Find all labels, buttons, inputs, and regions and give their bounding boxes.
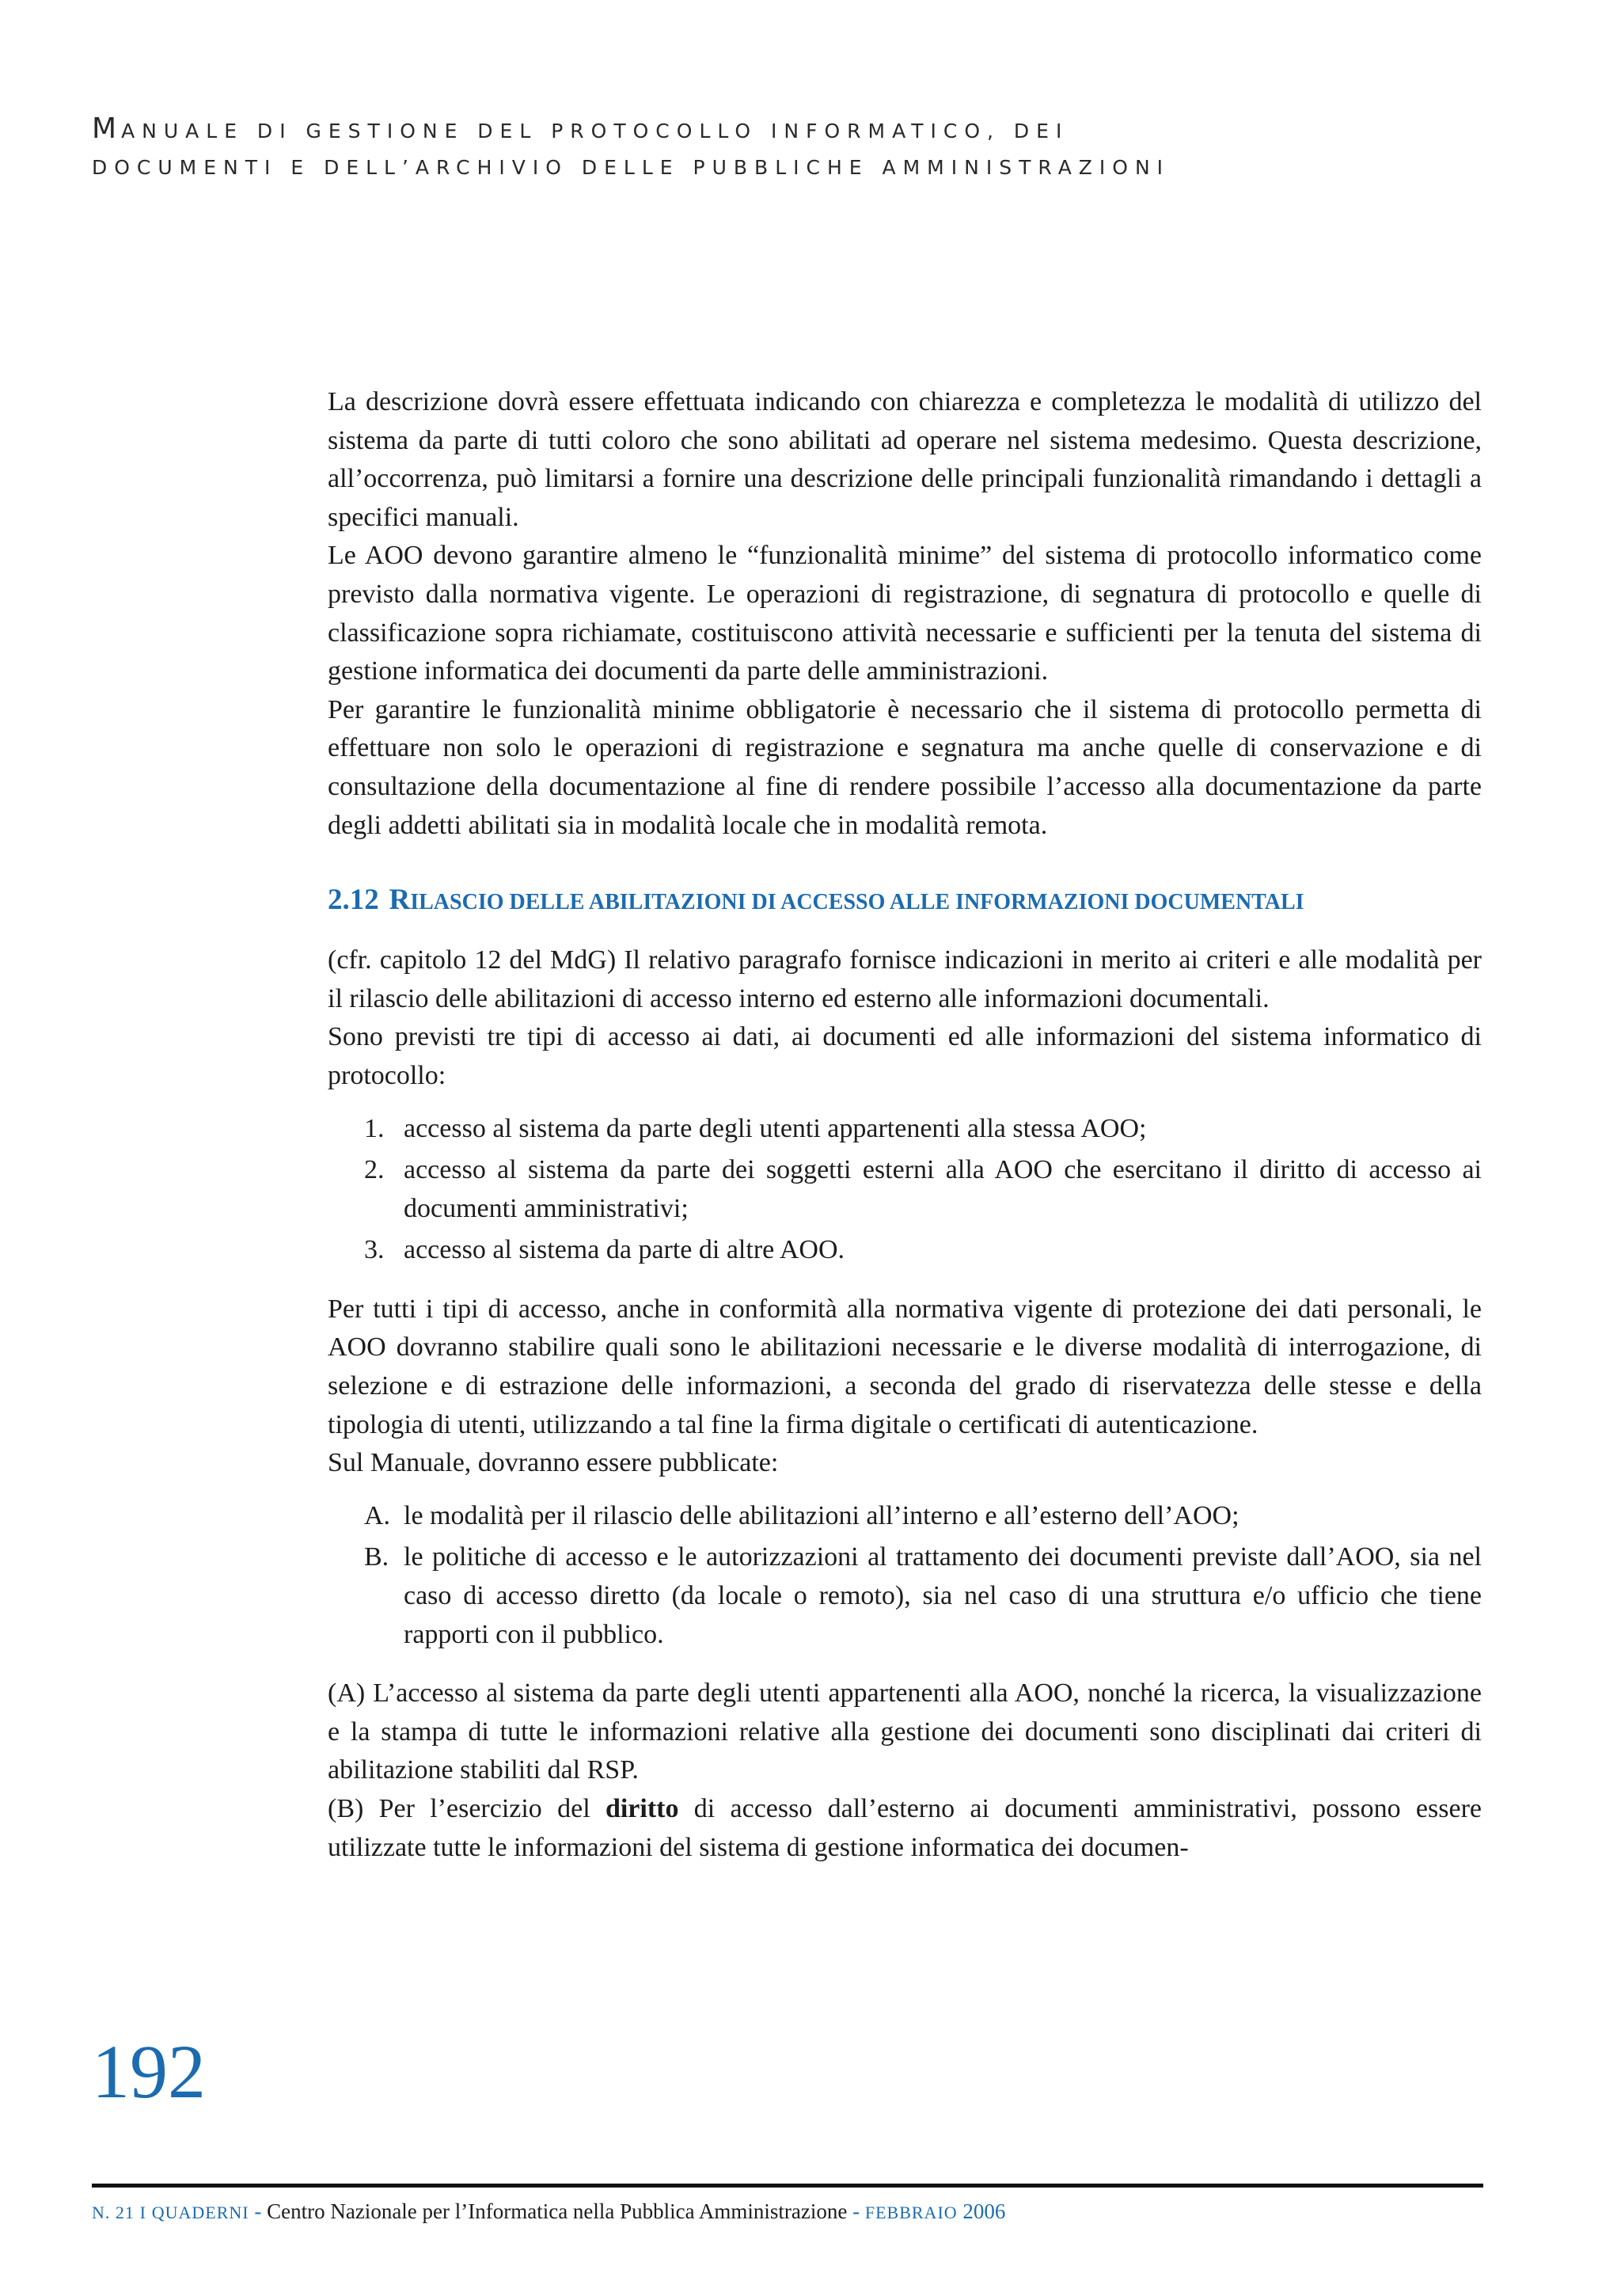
list-item-text: le politiche di accesso e le autorizzazioni al trattamento dei documenti previste dall’AOO, sia nel caso di accesso diretto (da locale o remoto), sia nel caso di una struttura e/o ufficio che tiene rapporti con il pubblico. [404,1542,1482,1649]
intro-paragraph-2: Le AOO devono garantire almeno le “funzionalità minime” del sistema di protocollo informatico come previsto dalla normativa vigente. Le operazioni di registrazione, di segnatura di protocollo e quelle di classificazione sopra richiamate, costituiscono attività necessarie e sufficienti per la tenuta del sistema di gestione informatica dei documenti da parte delle amministrazioni. [328,541,1482,686]
lettered-list-wrap [328,1483,1482,1662]
list-item [328,1110,1482,1149]
list-item-text: accesso al sistema da parte dei soggetti esterni alla AOO che esercitano il diritto di accesso ai documenti amministrativi; [404,1155,1482,1223]
running-header-line-2: DOCUMENTI E DELL’ARCHIVIO DELLE PUBBLICHE AMMINISTRAZIONI [92,156,1171,179]
footer-dash-2: - [847,2199,865,2223]
list-item [328,1231,1482,1270]
body-paragraph-3: Per tutti i tipi di accesso, anche in conformità alla normativa vigente di protezione dei dati personali, le AOO dovranno stabilire quali sono le abilitazioni necessarie e le diverse modalità di interrogazione, di selezione e di estrazione delle informazioni, a seconda del grado di riservatezza delle stesse e della tipologia di utenti, utilizzando a tal fine la firma digitale o certificati di autenticazione. [328,1294,1482,1439]
section-heading [328,867,1482,926]
footer-month: FEBBRAIO [864,2203,958,2222]
numbered-list [328,1110,1482,1270]
list-marker: A. [364,1500,391,1530]
body-paragraph-6-start: (B) Per l’esercizio del [328,1794,606,1823]
page-number: 192 [92,2029,206,2114]
footer-year: 2006 [962,2199,1006,2223]
body-paragraph-2: Sono previsti tre tipi di accesso ai dati, ai documenti ed alle informazioni del sistema informatico di protocollo: [328,1022,1482,1090]
body-paragraph-5: (A) L’accesso al sistema da parte degli utenti appartenenti alla AOO, nonché la ricerca, la visualizzazione e la stampa di tutte le informazioni relative alla gestione dei documenti sono disciplinati dai criteri di abilitazione stabiliti dal RSP. [328,1678,1482,1785]
section-title-initial: R [389,884,411,917]
footer-dash-1: - [249,2199,268,2223]
footer-issue: N. 21 [92,2203,135,2222]
list-marker: 2. [364,1155,385,1185]
intro-paragraph-1: La descrizione dovrà essere effettuata indicando con chiarezza e completezza le modalità di utilizzo del sistema da parte di tutti coloro che sono abilitati ad operare nel sistema medesimo. Questa descrizione, all’occorrenza, può limitarsi a fornire una descrizione delle principali funzionalità rimandando i dettagli a specifici manuali. [328,387,1482,532]
footer-publisher: Centro Nazionale per l’Informatica nella Pubblica Amministrazione [267,2199,848,2223]
list-item-text: le modalità per il rilascio delle abilitazioni all’interno e all’esterno dell’AOO; [404,1500,1239,1530]
footer-separator: I [139,2203,146,2222]
main-text-column [328,383,1482,1867]
lettered-list [328,1497,1482,1654]
emphasis-diritto: diritto [605,1794,679,1823]
body-paragraph-6-end: di accesso dall’esterno ai documenti amministrativi, possono essere utilizzate tutte le informazioni del sistema di gestione informatica dei documen- [328,1794,1482,1862]
running-header [92,111,1485,186]
spacer [328,1278,1482,1291]
list-item-text: accesso al sistema da parte di altre AOO. [404,1235,845,1265]
body-paragraph-6 [328,1790,1482,1867]
list-item-text: accesso al sistema da parte degli utenti appartenenti alla stessa AOO; [404,1113,1147,1143]
list-marker: 3. [364,1235,385,1265]
footer-divider [92,2184,1483,2188]
footer-series: QUADERNI [151,2203,249,2222]
running-header-line-1 [92,111,1485,150]
section-number: 2.12 [328,884,379,917]
list-item [328,1497,1482,1536]
running-header-line-1-text: ANUALE DI GESTIONE DEL PROTOCOLLO INFORMATICO, DEI [121,120,1069,143]
spacer [328,845,1482,867]
list-marker: 1. [364,1113,385,1143]
intro-paragraph-3: Per garantire le funzionalità minime obbligatorie è necessario che il sistema di protocollo permetta di effettuare non solo le operazioni di registrazione e segnatura ma anche quelle di conservazione e di consultazione della documentazione al fine di rendere possibile l’accesso alla documentazione da parte degli addetti abilitati sia in modalità locale che in modalità remota. [328,694,1482,840]
running-header-initial: M [92,112,122,145]
spacer [328,1662,1482,1674]
section-title: ILASCIO DELLE ABILITAZIONI DI ACCESSO ALLE INFORMAZIONI DOCUMENTALI [410,890,1304,915]
spacer [328,926,1482,941]
list-item [328,1151,1482,1228]
body-paragraph-1: (cfr. capitolo 12 del MdG) Il relativo paragrafo fornisce indicazioni in merito ai criteri e alle modalità per il rilascio delle abilitazioni di accesso interno ed esterno alle informazioni documentali. [328,945,1482,1013]
list-item [328,1538,1482,1654]
numbered-list-wrap [328,1096,1482,1278]
body-paragraph-4: Sul Manuale, dovranno essere pubblicate: [328,1448,779,1478]
footer [92,2199,1485,2224]
list-marker: B. [364,1542,389,1572]
